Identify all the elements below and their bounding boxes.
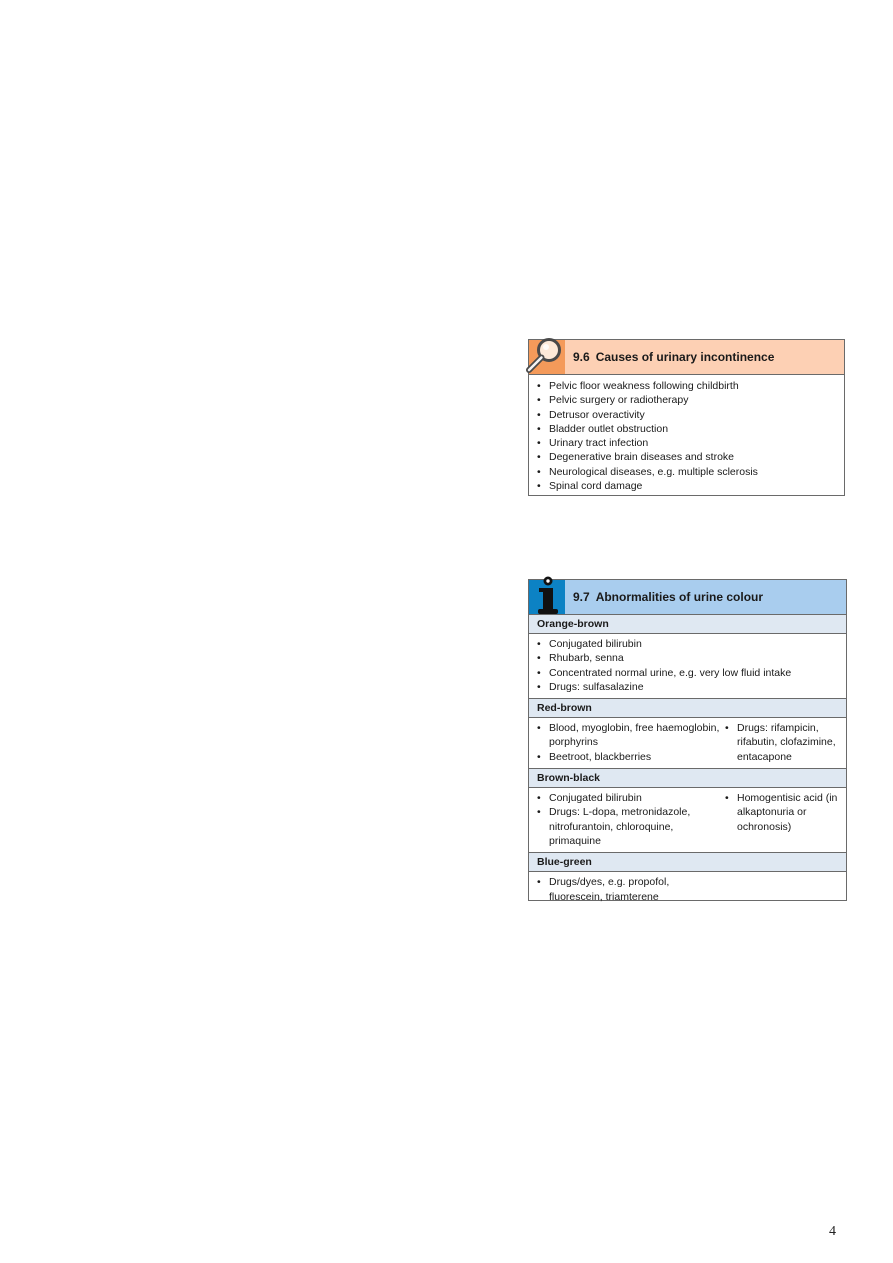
magnifier-icon <box>521 332 569 380</box>
list-item: • Bladder outlet obstruction <box>537 422 836 436</box>
list-item: • Beetroot, blackberries <box>537 750 725 764</box>
list-item: • Drugs: rifampicin, rifabutin, clofazimine, entacapone <box>725 721 838 764</box>
box-causes-urinary-incontinence <box>528 339 845 496</box>
list-item: • Concentrated normal urine, e.g. very low fluid intake <box>537 666 838 680</box>
box-title: Abnormalities of urine colour <box>595 589 764 604</box>
box-number: 9.6 <box>573 349 590 364</box>
list-item: • Pelvic surgery or radiotherapy <box>537 393 836 407</box>
section-heading-brown-black: Brown-black <box>529 768 846 788</box>
section-heading-orange-brown: Orange-brown <box>529 614 846 634</box>
list-item: • Homogentisic acid (in alkaptonuria or ochronosis) <box>725 791 838 834</box>
box-abnormalities-urine-colour <box>528 579 847 901</box>
bullet-list <box>537 379 836 493</box>
list-item: • Conjugated bilirubin <box>537 791 725 805</box>
info-icon <box>529 574 565 618</box>
list-item: • Urinary tract infection <box>537 436 836 450</box>
list-item: • Pelvic floor weakness following childbirth <box>537 379 836 393</box>
list-item: • Detrusor overactivity <box>537 408 836 422</box>
list-item: • Neurological diseases, e.g. multiple sclerosis <box>537 465 836 479</box>
list-item: • Degenerative brain diseases and stroke <box>537 450 836 464</box>
list-item: • Drugs: L-dopa, metronidazole, nitrofurantoin, chloroquine, primaquine <box>537 805 725 848</box>
section-body <box>529 788 846 852</box>
box-header <box>529 580 846 614</box>
page-number: 4 <box>829 1224 836 1239</box>
section-body <box>529 872 846 908</box>
box-number: 9.7 <box>573 589 590 604</box>
section-body <box>529 634 846 698</box>
box-header <box>529 340 844 375</box>
section-body <box>529 718 846 768</box>
section-heading-blue-green: Blue-green <box>529 852 846 872</box>
list-item: • Spinal cord damage <box>537 479 836 493</box>
box-title: Causes of urinary incontinence <box>595 349 775 364</box>
section-heading-red-brown: Red-brown <box>529 698 846 718</box>
list-item: • Blood, myoglobin, free haemoglobin, porphyrins <box>537 721 725 750</box>
list-item: • Rhubarb, senna <box>537 651 838 665</box>
list-item: • Drugs/dyes, e.g. propofol, fluorescein, triamterene <box>537 875 725 904</box>
list-item: • Conjugated bilirubin <box>537 637 838 651</box>
list-item: • Drugs: sulfasalazine <box>537 680 838 694</box>
